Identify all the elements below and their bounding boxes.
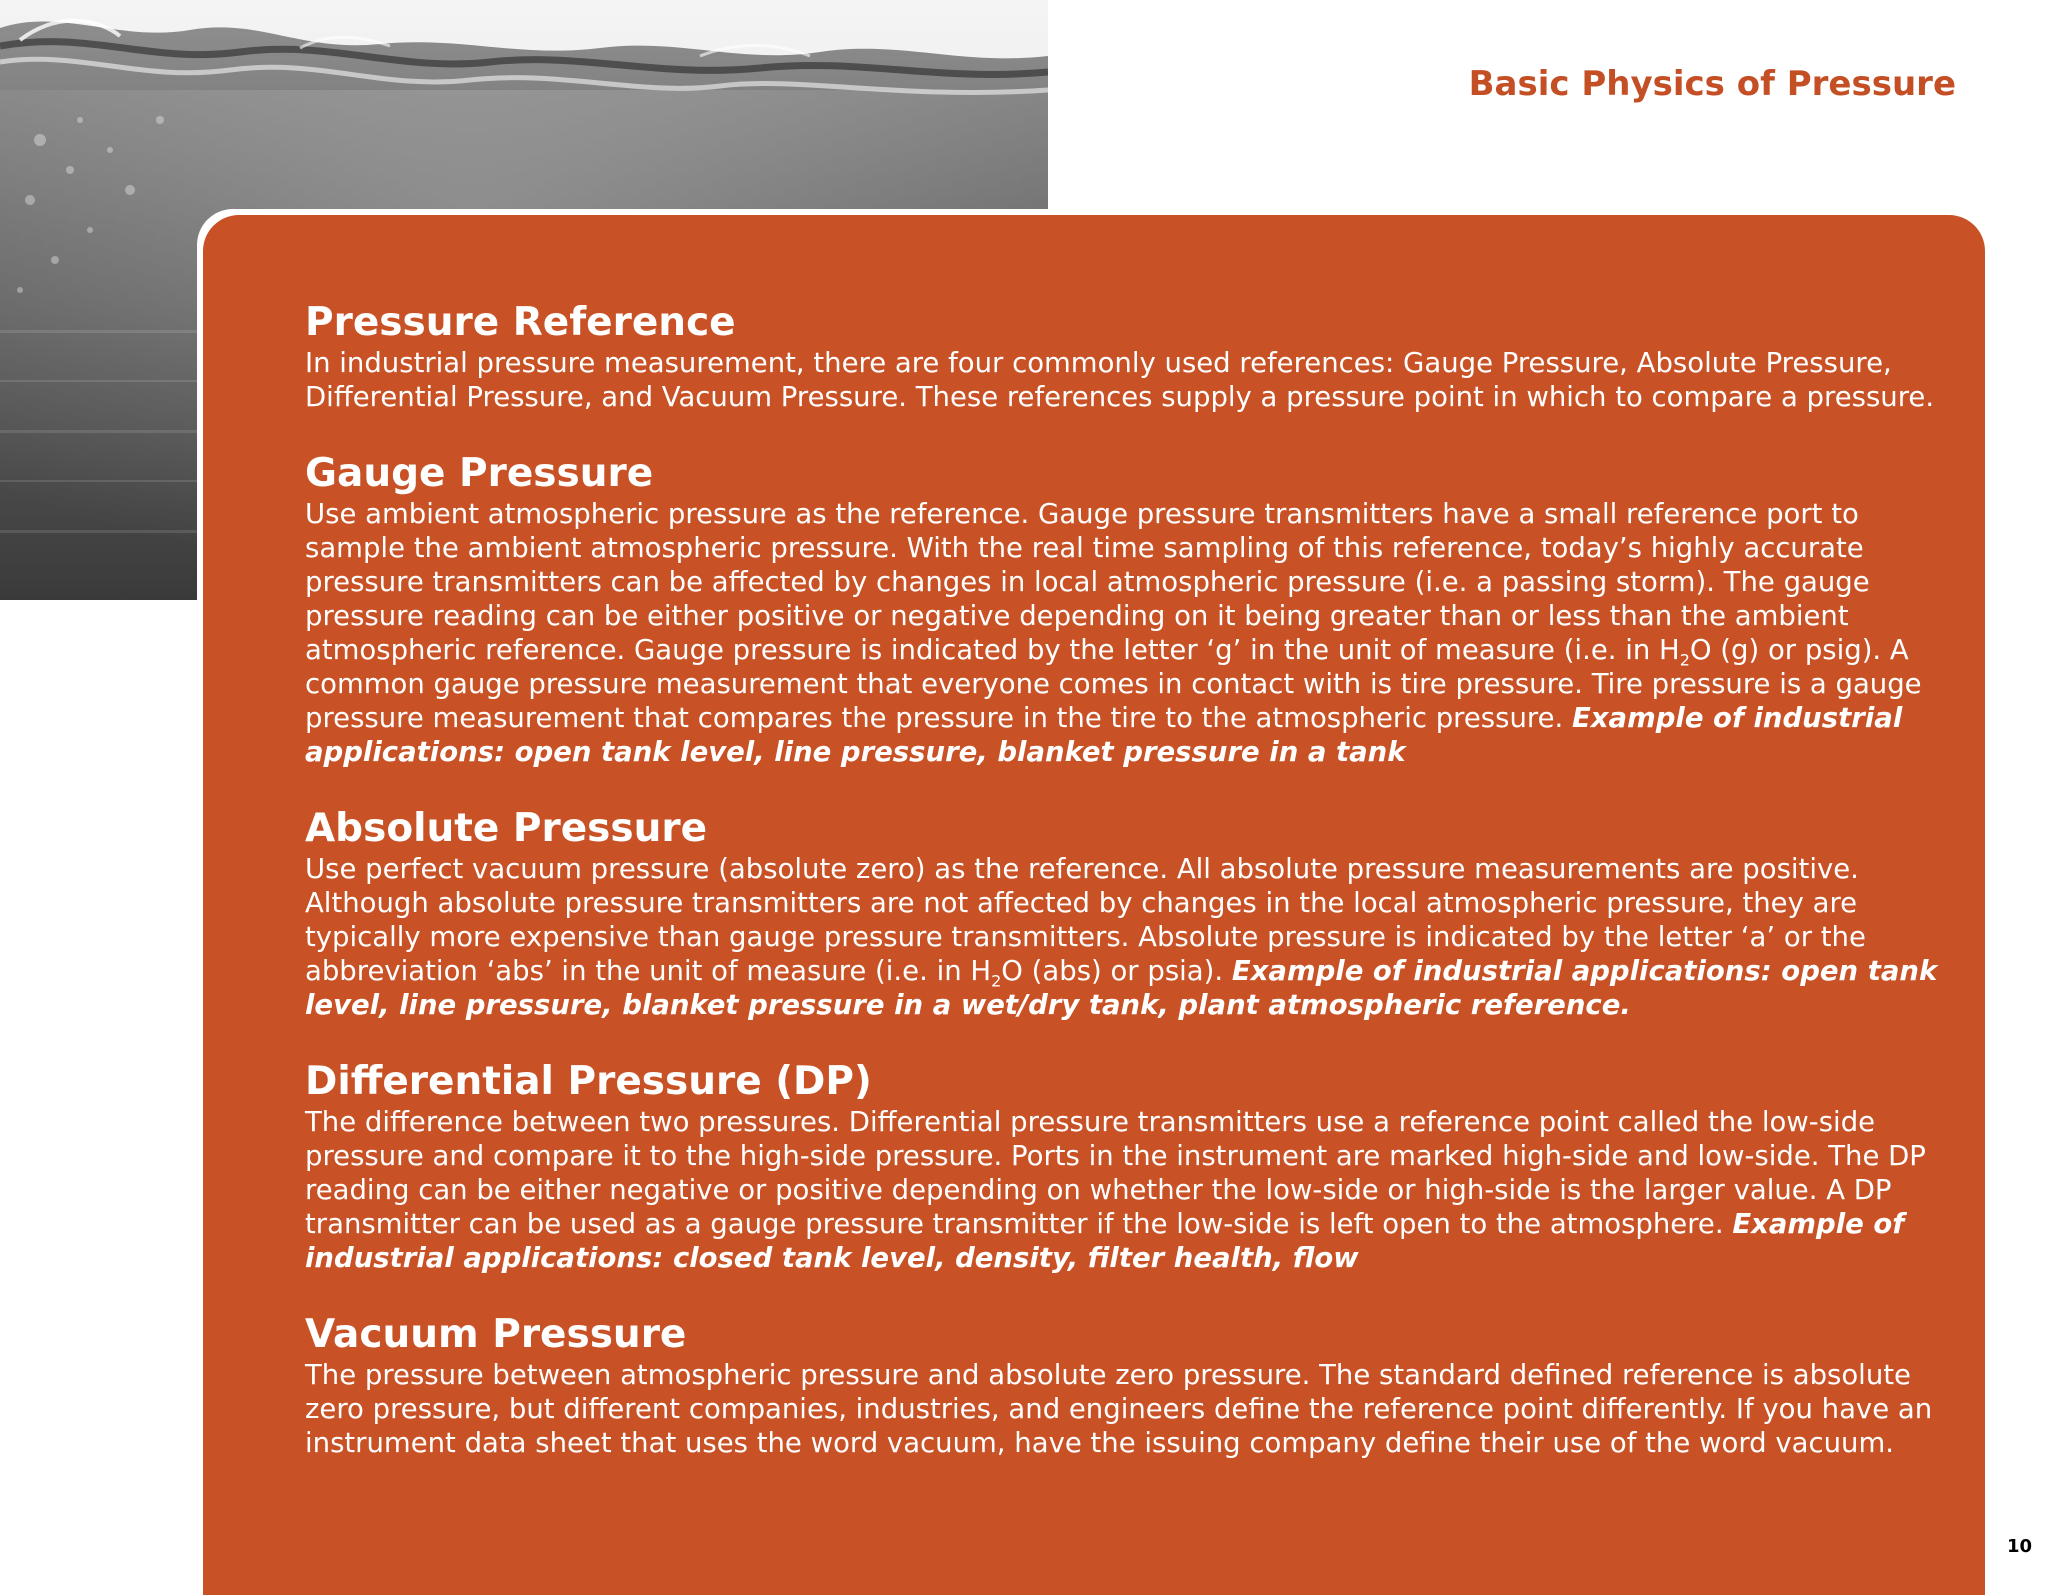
section-pressure-reference — [305, 300, 1945, 414]
applications-text: Example of industrial applications: closed tank level, density, filter health, flow — [305, 1208, 1905, 1274]
page-number: 10 — [2006, 1536, 2032, 1557]
section-text: The pressure between atmospheric pressure and absolute zero pressure. The standard defined reference is absolute zero pressure, but different companies, industries, and engineers define the reference point differently. If you have an instrument data sheet that uses the word vacuum, have the issuing company define their use of the word vacuum. — [305, 1359, 1933, 1459]
section-text: Use ambient atmospheric pressure as the reference. Gauge pressure transmitters have a small reference port to sample the ambient atmospheric pressure. With the real time sampling of this reference, today’s highly accurate pressure transmitters can be affected by changes in local atmospheric pressure (i.e. a passing storm). The gauge pressure reading can be either positive or negative depending on it being greater than or less than the ambient atmospheric reference. Gauge pressure is indicated by the letter ‘g’ in the unit of measure (i.e. in $H_2O$ (g) or psig). A common gauge pressure measurement that everyone comes in contact with is tire pressure. Tire pressure is a gauge pressure measurement that compares the pressure in the tire to the atmospheric pressure. Example of industrial applications: open tank level, line pressure, blanket pressure in a tank — [305, 498, 1922, 768]
section-gauge-pressure — [305, 451, 1945, 769]
section-text: Use perfect vacuum pressure (absolute zero) as the reference. All absolute pressure measurements are positive. Although absolute pressure transmitters are not affected by changes in the local atmospheric pressure, they are typically more expensive than gauge pressure transmitters. Absolute pressure is indicated by the letter ‘a’ or the abbreviation ‘abs’ in the unit of measure (i.e. in $H_2O$ (abs) or psia). Example of industrial applications: open tank level, line pressure, blanket pressure in a wet/dry tank, plant atmospheric reference. — [305, 853, 1938, 1021]
page-title: Basic Physics of Pressure — [1468, 64, 1956, 104]
section-heading: Differential Pressure (DP) — [305, 1059, 872, 1104]
section-heading: Absolute Pressure — [305, 806, 708, 851]
subscript: 2 — [1679, 650, 1690, 670]
section-differential-pressure — [305, 1059, 1945, 1275]
section-vacuum-pressure — [305, 1312, 1945, 1460]
content-body — [305, 300, 1945, 1460]
subscript: 2 — [991, 971, 1002, 991]
section-absolute-pressure — [305, 806, 1945, 1022]
applications-text: Example of industrial applications: open tank level, line pressure, blanket pressure in a wet/dry tank, plant atmospheric reference. — [305, 955, 1938, 1021]
applications-text: Example of industrial applications: open tank level, line pressure, blanket pressure in a tank — [305, 702, 1903, 768]
section-text: The difference between two pressures. Differential pressure transmitters use a reference point called the low-side pressure and compare it to the high-side pressure. Ports in the instrument are marked high-side and low-side. The DP reading can be either negative or positive depending on whether the low-side or high-side is the larger value. A DP transmitter can be used as a gauge pressure transmitter if the low-side is left open to the atmosphere. Example of industrial applications: closed tank level, density, filter health, flow — [305, 1106, 1926, 1274]
section-heading: Gauge Pressure — [305, 451, 654, 496]
section-heading: Pressure Reference — [305, 300, 736, 345]
section-heading: Vacuum Pressure — [305, 1312, 687, 1357]
section-text: In industrial pressure measurement, there are four commonly used references: Gauge Pressure, Absolute Pressure, Differential Pressure, and Vacuum Pressure. These references supply a pressure point in which to compare a pressure. — [305, 347, 1935, 413]
